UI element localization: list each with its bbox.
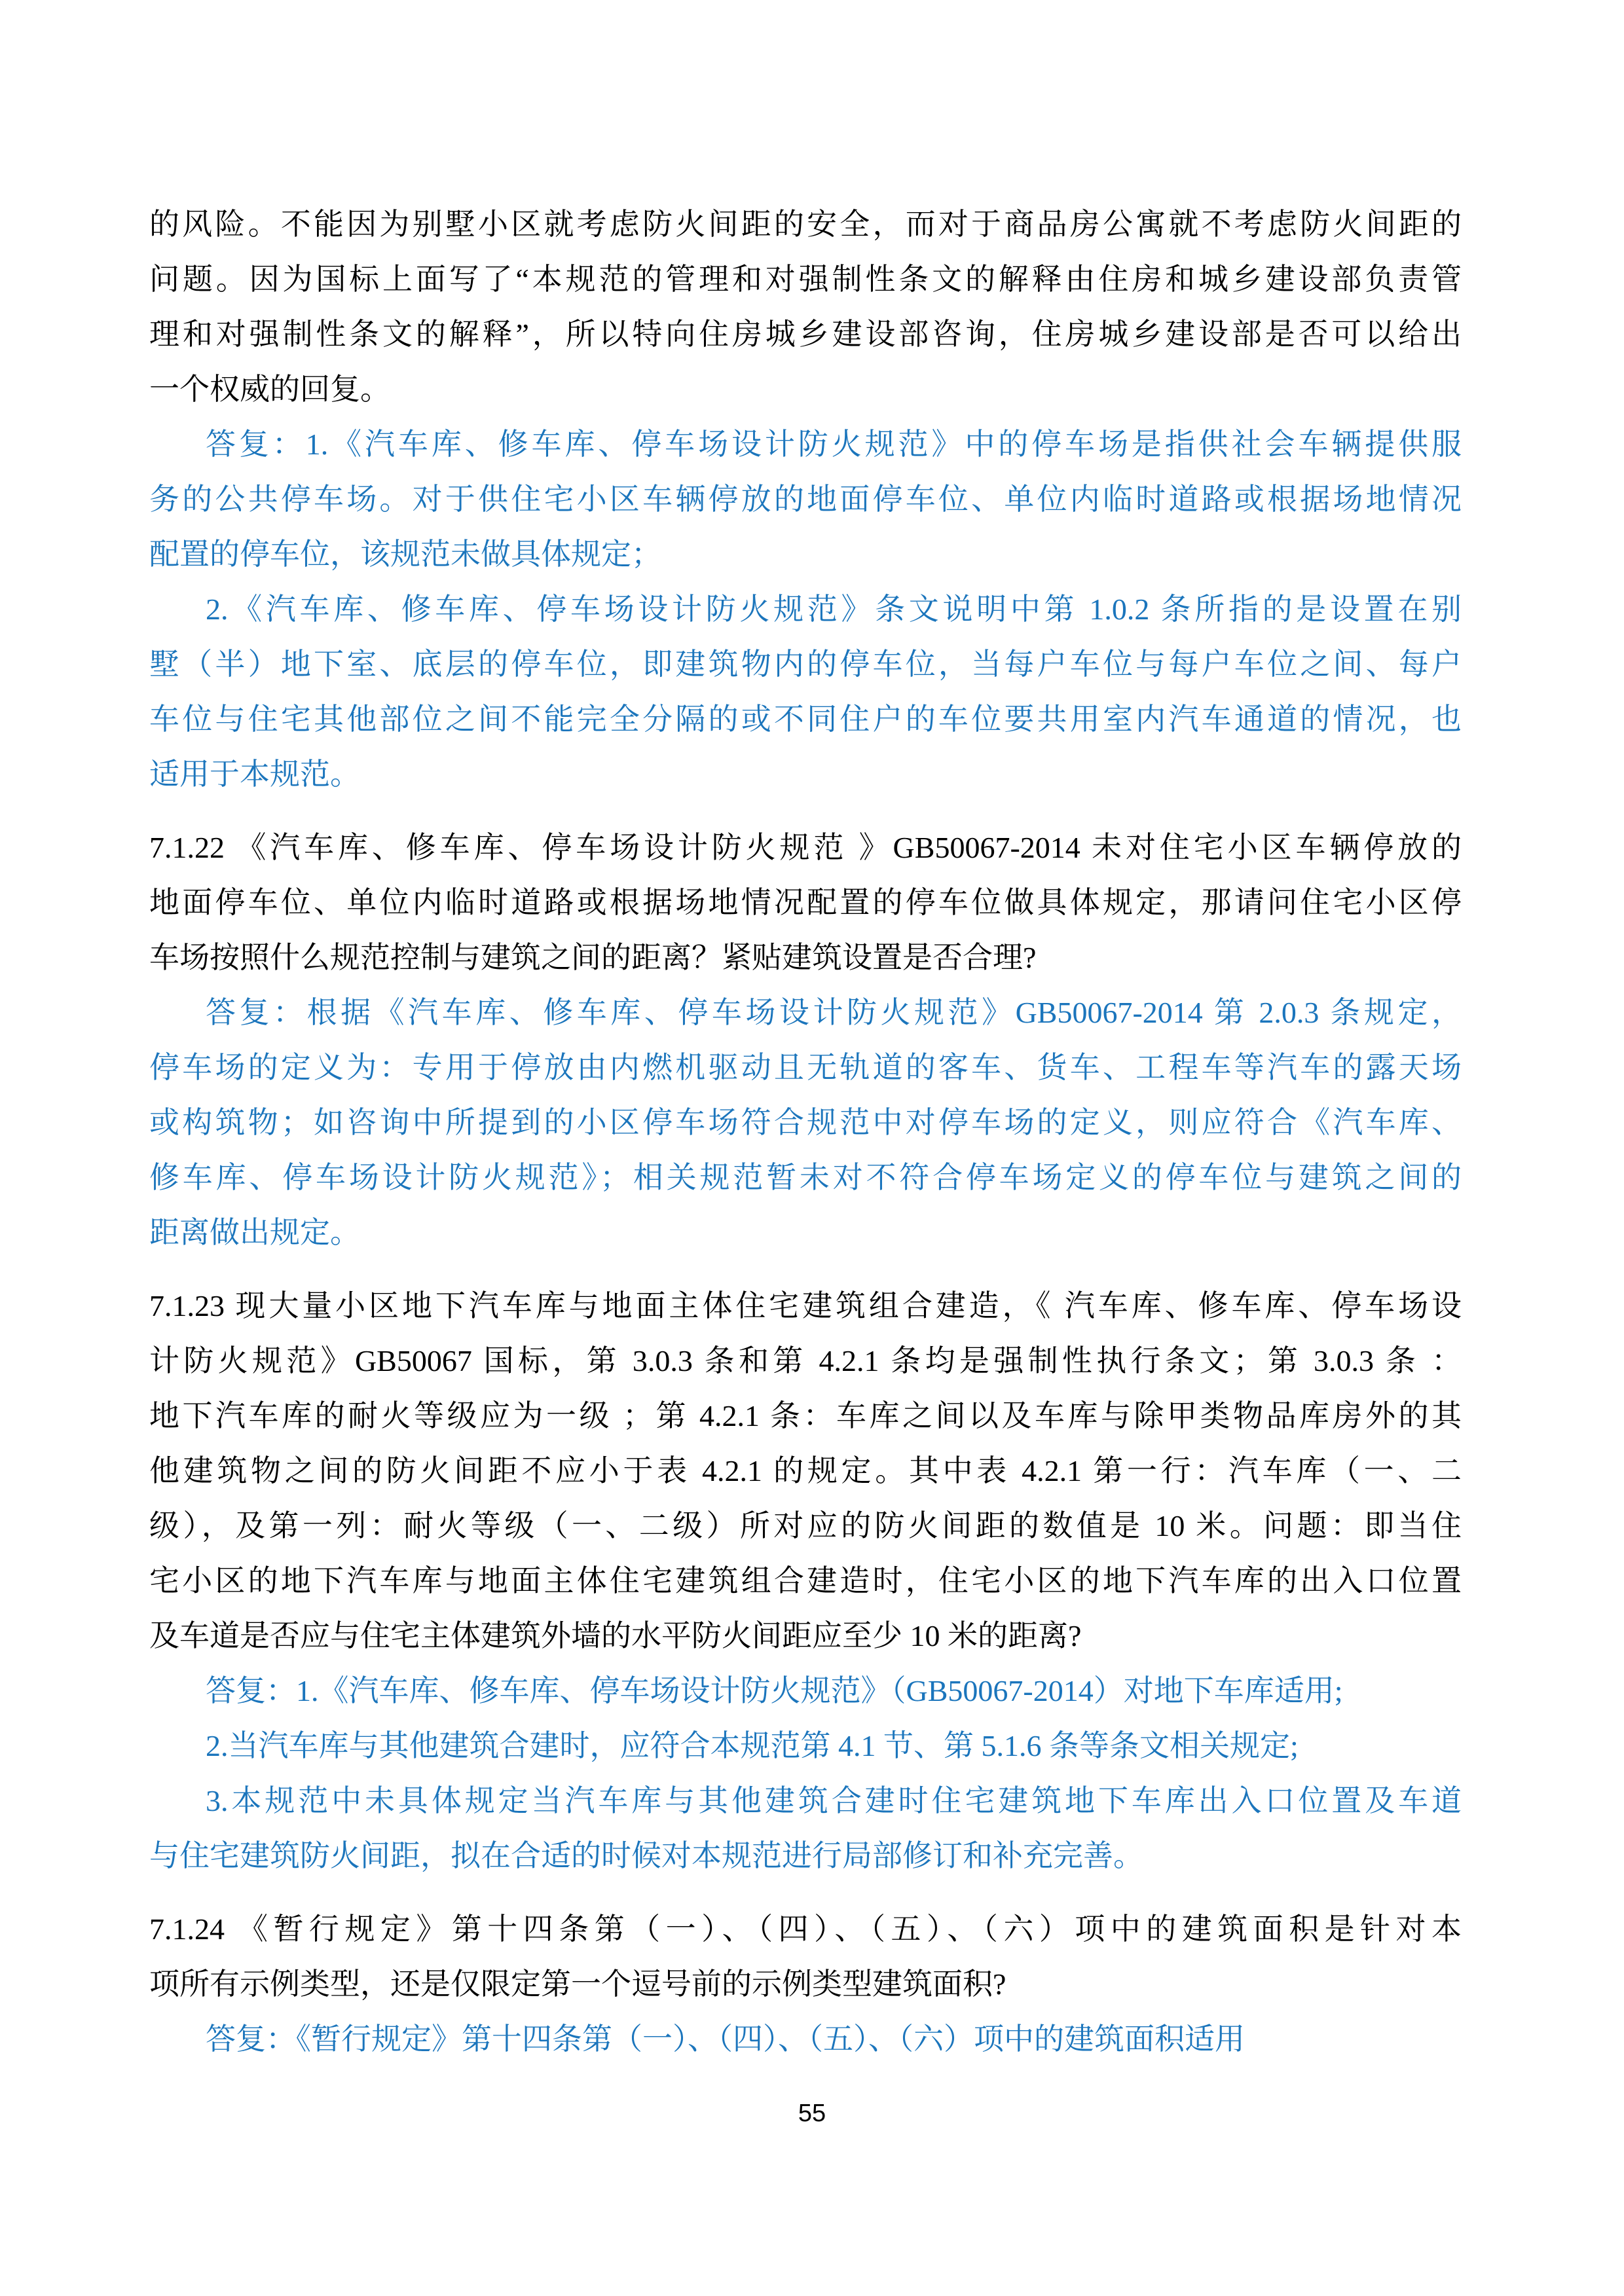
paragraph-question-continuation <box>149 197 1462 417</box>
text-line: 答复：1.《汽车库、修车库、停车场设计防火规范》（GB50067-2014）对地下车库适用; <box>206 1674 1343 1707</box>
paragraph-answer-7-1-23-item-2 <box>149 1719 1462 1774</box>
text-line: 问题。因为国标上面写了“本规范的管理和对强制性条文的解释由住房和城乡建设部负责管 <box>149 263 1462 296</box>
paragraph-answer-7-1-24 <box>149 2012 1462 2067</box>
text-line: 答复：《暂行规定》第十四条第（一）、（四）、（五）、（六）项中的建筑面积适用 <box>206 2022 1245 2056</box>
text-line: 或构筑物；如咨询中所提到的小区停车场符合规范中对停车场的定义，则应符合《汽车库、 <box>149 1106 1462 1139</box>
paragraph-answer-7-1-23-item-1 <box>149 1664 1462 1719</box>
text-line: 3.本规范中未具体规定当汽车库与其他建筑合建时住宅建筑地下车库出入口位置及车道 <box>206 1784 1462 1817</box>
text-line: 理和对强制性条文的解释”，所以特向住房城乡建设部咨询，住房城乡建设部是否可以给出 <box>149 318 1462 351</box>
text-line: 务的公共停车场。对于供住宅小区车辆停放的地面停车位、单位内临时道路或根据场地情况 <box>149 483 1462 516</box>
text-line: 2.《汽车库、修车库、停车场设计防火规范》条文说明中第 1.0.2 条所指的是设置在别 <box>206 592 1462 626</box>
text-line: 级），及第一列：耐火等级（一、二级）所对应的防火间距的数值是 10 米。问题：即当住 <box>149 1509 1462 1542</box>
text-line: 车位与住宅其他部位之间不能完全分隔的或不同住户的车位要共用室内汽车通道的情况，也 <box>149 702 1462 736</box>
text-line: 适用于本规范。 <box>149 757 360 791</box>
text-line: 地下汽车库的耐火等级应为一级 ；第 4.2.1 条：车库之间以及车库与除甲类物品库房外的其 <box>149 1399 1462 1432</box>
paragraph-question-7-1-23 <box>149 1279 1462 1664</box>
paragraph-question-7-1-22 <box>149 820 1462 985</box>
text-line: 配置的停车位，该规范未做具体规定； <box>149 538 661 571</box>
document-body <box>149 197 1462 2067</box>
text-line: 墅（半）地下室、底层的停车位，即建筑物内的停车位，当每户车位与每户车位之间、每户 <box>149 647 1462 681</box>
text-line: 及车道是否应与住宅主体建筑外墙的水平防火间距应至少 10 米的距离? <box>149 1619 1082 1652</box>
text-line: 修车库、停车场设计防火规范》；相关规范暂未对不符合停车场定义的停车位与建筑之间的 <box>149 1161 1462 1194</box>
text-line: 项所有示例类型，还是仅限定第一个逗号前的示例类型建筑面积? <box>149 1967 1006 2001</box>
text-line: 7.1.23 现大量小区地下汽车库与地面主体住宅建筑组合建造，《 汽车库、修车库、停车场设 <box>149 1289 1462 1322</box>
paragraph-answer-7-1-22 <box>149 985 1462 1260</box>
paragraph-question-7-1-24 <box>149 1902 1462 2012</box>
text-line: 2.当汽车库与其他建筑合建时，应符合本规范第 4.1 节、第 5.1.6 条等条文相关规定; <box>206 1729 1299 1762</box>
text-line: 他建筑物之间的防火间距不应小于表 4.2.1 的规定。其中表 4.2.1 第一行：汽车库（一、二 <box>149 1454 1462 1487</box>
page-number: 55 <box>798 2100 826 2127</box>
paragraph-answer-item-2 <box>149 582 1462 802</box>
text-line: 7.1.24 《暂行规定》第十四条第（一）、（四）、（五）、（六）项中的建筑面积是针对本 <box>149 1912 1462 1946</box>
paragraph-answer-item-1 <box>149 417 1462 582</box>
paragraph-answer-7-1-23-item-3 <box>149 1774 1462 1884</box>
text-line: 车场按照什么规范控制与建筑之间的距离？紧贴建筑设置是否合理? <box>149 941 1037 974</box>
text-line: 停车场的定义为：专用于停放由内燃机驱动且无轨道的客车、货车、工程车等汽车的露天场 <box>149 1051 1462 1084</box>
text-line: 与住宅建筑防火间距，拟在合适的时候对本规范进行局部修订和补充完善。 <box>149 1839 1143 1872</box>
text-line: 答复：根据《汽车库、修车库、停车场设计防火规范》GB50067-2014 第 2.0.3 条规定， <box>206 996 1462 1029</box>
text-line: 地面停车位、单位内临时道路或根据场地情况配置的停车位做具体规定，那请问住宅小区停 <box>149 886 1462 919</box>
text-line: 一个权威的回复。 <box>149 373 390 406</box>
text-line: 答复：1.《汽车库、修车库、停车场设计防火规范》中的停车场是指供社会车辆提供服 <box>206 428 1462 461</box>
text-line: 的风险。不能因为别墅小区就考虑防火间距的安全，而对于商品房公寓就不考虑防火间距的 <box>149 208 1462 241</box>
text-line: 距离做出规定。 <box>149 1216 360 1249</box>
text-line: 计防火规范》GB50067 国标，第 3.0.3 条和第 4.2.1 条均是强制性执行条文；第 3.0.3 条 ： <box>149 1344 1462 1377</box>
text-line: 宅小区的地下汽车库与地面主体住宅建筑组合建造时，住宅小区的地下汽车库的出入口位置 <box>149 1564 1462 1597</box>
text-line: 7.1.22 《汽车库、修车库、停车场设计防火规范 》GB50067-2014 未对住宅小区车辆停放的 <box>149 831 1462 864</box>
